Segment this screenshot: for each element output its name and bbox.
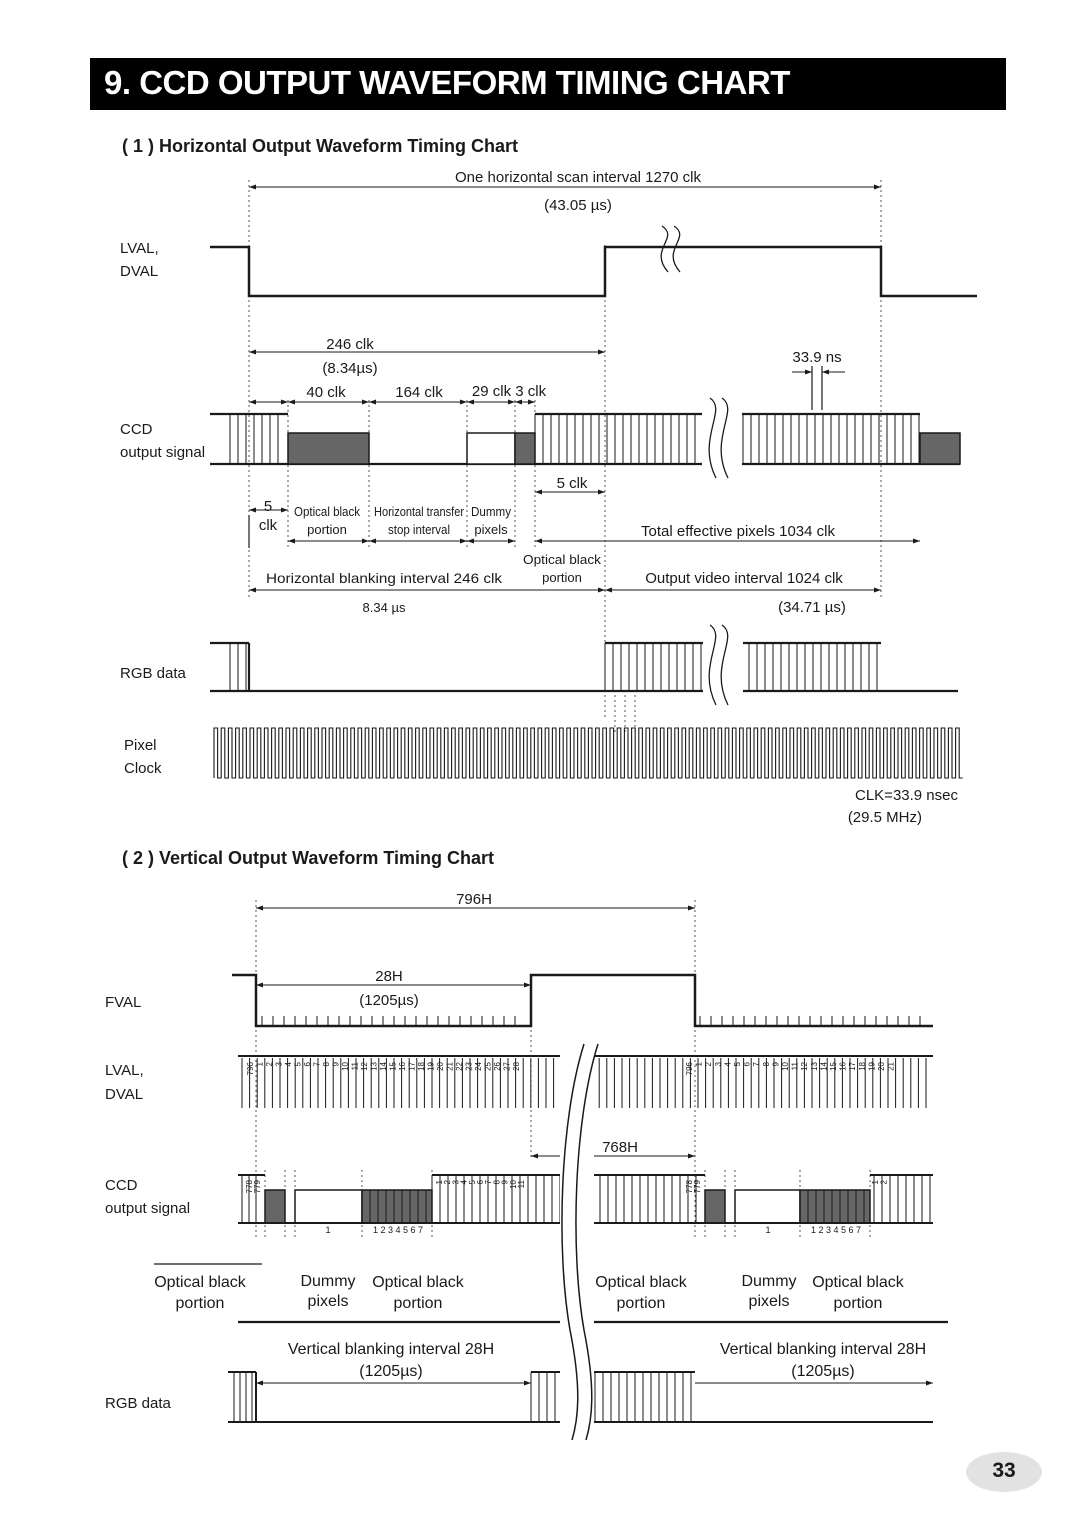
ob-block-3 xyxy=(920,433,960,464)
sub-number: 1 xyxy=(325,1225,331,1235)
line-number: 21 xyxy=(445,1062,455,1071)
fval-ticks-a xyxy=(262,1016,515,1026)
break-mark xyxy=(661,226,668,272)
lval-label: LVAL, xyxy=(120,240,159,257)
output-video-label: Output video interval 1024 clk xyxy=(645,570,843,587)
sub-number: 1 2 3 4 5 6 7 xyxy=(810,1225,862,1235)
pixel-clock-wave xyxy=(214,728,963,778)
v-dummy-b xyxy=(735,1190,800,1223)
lval-waveform xyxy=(210,247,977,296)
clk-freq-label: CLK=33.9 nsec xyxy=(855,787,958,804)
line-number: 8 xyxy=(322,1062,331,1067)
line-number: 4 xyxy=(723,1062,733,1067)
sub-number: 1 2 3 4 5 6 7 xyxy=(372,1225,424,1235)
v-ob-label: Optical black xyxy=(154,1274,246,1291)
dval-label: DVAL xyxy=(120,263,159,280)
rgb-pulses-left xyxy=(230,643,246,691)
line-number: 15 xyxy=(829,1062,838,1071)
line-number: 6 xyxy=(303,1062,312,1067)
h768-label: 768H xyxy=(602,1139,638,1156)
rgb-label: RGB data xyxy=(120,665,186,682)
five-label: 5 xyxy=(263,498,273,515)
dummy-label: Dummy xyxy=(471,504,512,519)
dummy-block xyxy=(467,433,515,464)
line-number: 24 xyxy=(474,1062,483,1071)
line-number: 10 xyxy=(508,1180,518,1189)
v-ob-b xyxy=(362,1190,432,1223)
horizontal-section-heading: ( 1 ) Horizontal Output Waveform Timing Chart xyxy=(122,136,518,156)
line-number: 5 xyxy=(467,1180,477,1185)
line-number: 796 xyxy=(685,1062,694,1076)
v-time-label-b: (1205µs) xyxy=(791,1363,855,1380)
line-number: 27 xyxy=(502,1062,512,1071)
ccd-pulses-left xyxy=(230,414,278,464)
line-number: 779 xyxy=(253,1180,262,1194)
time-3471-label: (34.71 µs) xyxy=(778,599,846,616)
line-number: 13 xyxy=(809,1062,819,1071)
line-number: 14 xyxy=(379,1062,388,1071)
page-title: 9. CCD OUTPUT WAVEFORM TIMING CHART xyxy=(104,64,790,101)
fval-ticks-b xyxy=(700,1016,920,1026)
line-number: 8 xyxy=(761,1062,771,1067)
ob-portion-label: Optical black xyxy=(294,504,361,519)
time-1205-label: (1205µs) xyxy=(359,992,419,1009)
v-dummy-label-b: Dummy xyxy=(741,1273,797,1290)
line-number: 11 xyxy=(350,1062,360,1071)
v-lval-label: LVAL, xyxy=(105,1062,144,1079)
line-number: 7 xyxy=(312,1062,322,1067)
line-number: 3 xyxy=(451,1180,461,1185)
line-number: 5 xyxy=(733,1062,742,1067)
line-number: 18 xyxy=(417,1062,426,1071)
line-number: 23 xyxy=(464,1062,474,1071)
line-number: 1 xyxy=(255,1062,265,1067)
v-ob-label-b2: portion xyxy=(393,1295,443,1312)
clk-29-3-label: 29 clk 3 clk xyxy=(471,383,547,400)
v-dval-label: DVAL xyxy=(105,1086,144,1103)
line-number: 13 xyxy=(369,1062,379,1071)
line-number: 14 xyxy=(819,1062,829,1071)
v-ob-a xyxy=(265,1190,285,1223)
line-number: 4 xyxy=(459,1180,469,1185)
line-number: 1 xyxy=(871,1180,880,1185)
line-number: 3 xyxy=(274,1062,284,1067)
v-rgb-label: RGB data xyxy=(105,1395,171,1412)
scan-interval-label: One horizontal scan interval 1270 clk xyxy=(455,169,701,186)
clk-mhz-label: (29.5 MHz) xyxy=(847,809,922,826)
line-number: 9 xyxy=(500,1180,510,1185)
line-number: 2 xyxy=(704,1062,714,1067)
total-effective-label: Total effective pixels 1034 clk xyxy=(641,523,835,540)
page-number: 33 xyxy=(992,1459,1016,1482)
clk-164-label: 164 clk xyxy=(395,384,443,401)
dummy-label-2: pixels xyxy=(474,522,508,537)
vertical-section-heading: ( 2 ) Vertical Output Waveform Timing Chart xyxy=(122,848,495,868)
line-number: 1 xyxy=(694,1062,704,1067)
line-number: 11 xyxy=(790,1062,800,1071)
line-number: 9 xyxy=(331,1062,341,1067)
line-number: 16 xyxy=(398,1062,407,1071)
v-ob-label-b: Optical black xyxy=(372,1274,464,1291)
v-ob-c xyxy=(705,1190,725,1223)
v-dummy-label: Dummy xyxy=(300,1273,356,1290)
h796-label: 796H xyxy=(456,891,492,908)
ob-block-2 xyxy=(515,433,535,464)
line-number: 6 xyxy=(476,1180,485,1185)
line-number: 2 xyxy=(879,1180,889,1185)
line-number: 7 xyxy=(752,1062,762,1067)
v-ob-d xyxy=(800,1190,870,1223)
line-number: 17 xyxy=(407,1062,417,1071)
v-ob-label-c: Optical black xyxy=(595,1274,687,1291)
v-dummy-a xyxy=(295,1190,362,1223)
line-number: 4 xyxy=(284,1062,293,1067)
v-blanking-label: Vertical blanking interval 28H xyxy=(287,1341,495,1358)
time-834b-label: 8.34 µs xyxy=(362,600,406,615)
v-ob-label-d2: portion xyxy=(833,1295,883,1312)
ob-portion2-label: Optical black xyxy=(523,552,602,567)
line-number: 22 xyxy=(455,1062,464,1071)
line-number: 17 xyxy=(848,1062,858,1071)
h28-label: 28H xyxy=(375,968,403,985)
line-number: 25 xyxy=(483,1062,493,1071)
v-ob-label-2: portion xyxy=(175,1295,225,1312)
line-number: 9 xyxy=(771,1062,781,1067)
line-number: 15 xyxy=(388,1062,398,1071)
clk-5-label: 5 clk xyxy=(556,475,588,492)
line-number: 20 xyxy=(436,1062,445,1071)
line-number: 3 xyxy=(713,1062,723,1067)
line-number: 778 xyxy=(245,1180,254,1194)
line-number: 6 xyxy=(742,1062,752,1067)
line-number: 5 xyxy=(293,1062,303,1067)
line-number: 20 xyxy=(877,1062,886,1071)
clock-label: Clock xyxy=(124,760,162,777)
v-ob-label-d: Optical black xyxy=(812,1274,904,1291)
ob-portion2-label-2: portion xyxy=(542,570,582,585)
v-rgb-pulses xyxy=(531,1372,691,1422)
line-number: 2 xyxy=(265,1062,274,1067)
hts-label-2: stop interval xyxy=(388,522,451,537)
line-number: 10 xyxy=(781,1062,790,1071)
line-number: 779 xyxy=(693,1180,702,1194)
v-dummy-label-b2: pixels xyxy=(748,1293,790,1310)
line-number: 11 xyxy=(517,1180,526,1189)
ob-portion-label-2: portion xyxy=(307,522,347,537)
pixel-label: Pixel xyxy=(124,737,157,754)
line-number: 19 xyxy=(426,1062,436,1071)
pulse-train xyxy=(234,1372,252,1422)
hts-label: Horizontal transfer xyxy=(374,504,465,519)
fval-waveform xyxy=(232,975,933,1026)
line-number: 778 xyxy=(685,1180,694,1194)
line-number: 1 xyxy=(435,1180,444,1185)
line-number: 796 xyxy=(246,1062,255,1076)
v-ccd-label-2: output signal xyxy=(105,1200,191,1217)
line-number: 26 xyxy=(493,1062,502,1071)
line-number: 2 xyxy=(443,1180,453,1185)
ccd-label-2: output signal xyxy=(120,444,206,461)
line-number: 12 xyxy=(800,1062,810,1071)
line-number: 16 xyxy=(838,1062,848,1071)
clk-40-label: 40 clk xyxy=(306,384,346,401)
ns-339-label: 33.9 ns xyxy=(792,349,842,366)
v-ccd-label: CCD xyxy=(105,1177,138,1194)
v-blanking-label-b: Vertical blanking interval 28H xyxy=(719,1341,927,1358)
h-blanking-label: Horizontal blanking interval 246 clk xyxy=(266,570,504,586)
ob-block xyxy=(288,433,369,464)
v-dummy-label-2: pixels xyxy=(307,1293,349,1310)
time-834-label: (8.34µs) xyxy=(322,360,378,377)
line-number: 28 xyxy=(512,1062,521,1071)
line-number: 7 xyxy=(484,1180,494,1185)
line-number: 8 xyxy=(492,1180,502,1185)
line-number: 10 xyxy=(341,1062,350,1071)
line-number: 12 xyxy=(360,1062,369,1071)
line-number: 19 xyxy=(867,1062,877,1071)
line-number: 18 xyxy=(857,1062,867,1071)
clk-label: clk xyxy=(258,517,278,534)
v-time-label: (1205µs) xyxy=(359,1363,423,1380)
ccd-label: CCD xyxy=(120,421,153,438)
line-number: 21 xyxy=(886,1062,896,1071)
v-ob-label-c2: portion xyxy=(616,1295,666,1312)
fval-label: FVAL xyxy=(105,994,142,1011)
sub-number: 1 xyxy=(765,1225,771,1235)
break-mark xyxy=(673,226,680,272)
scan-time-label: (43.05 µs) xyxy=(544,197,612,214)
page-number-badge xyxy=(966,1452,1042,1492)
clk-246-label: 246 clk xyxy=(326,336,374,353)
